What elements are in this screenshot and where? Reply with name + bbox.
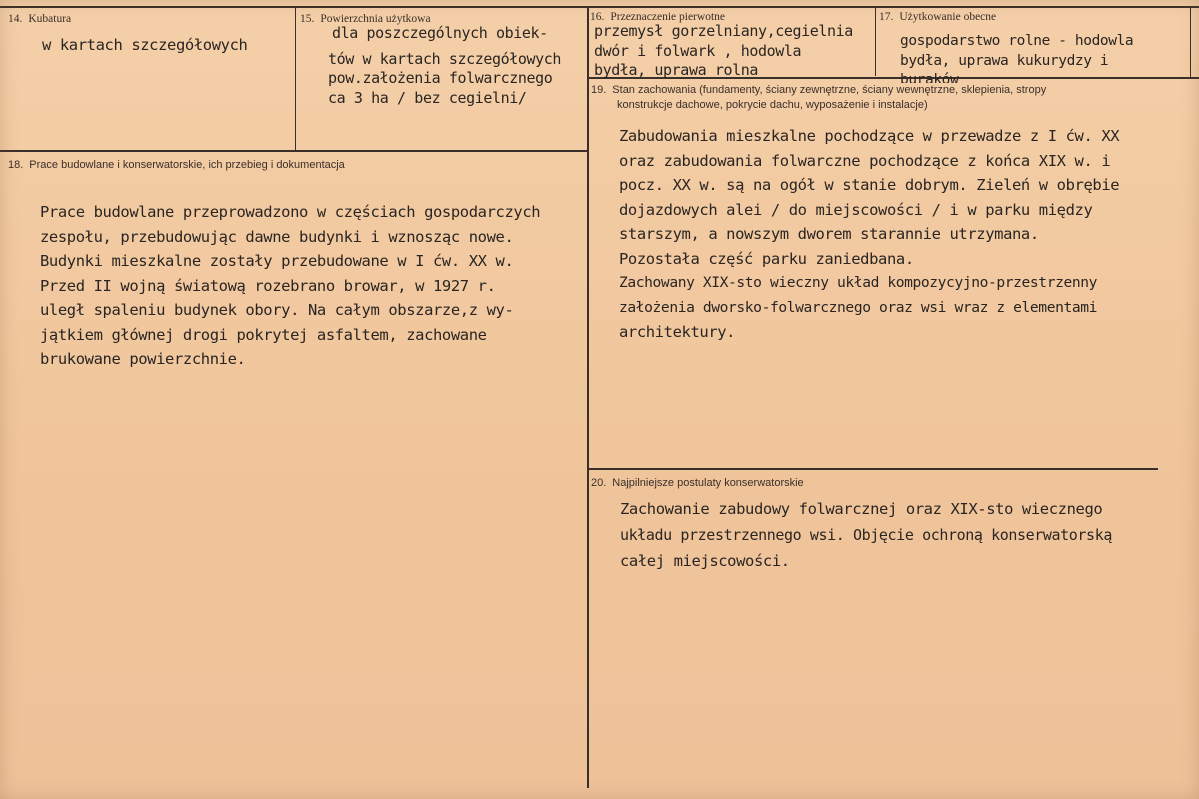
field-17-line: buraków [900, 72, 959, 83]
divider-14-15 [295, 6, 296, 150]
field-16-number: 16. [590, 11, 605, 23]
field-19-title: Stan zachowania (fundamenty, ściany zewnętrzne, ściany wewnętrzne, sklepienia, stropy [612, 84, 1047, 96]
field-19-label [591, 83, 1046, 97]
field-15-line: tów w kartach szczegółowych [328, 49, 562, 68]
field-19-line: Pozostała część parku zaniedbana. [619, 249, 914, 268]
field-15-value [328, 24, 561, 108]
field-16-value [594, 22, 853, 81]
field-19-line: Zachowany XIX-sto wieczny układ kompozycyjno-przestrzenny [619, 274, 1098, 291]
field-15-line: pow.założenia folwarcznego [328, 69, 553, 87]
field-20-line: Zachowanie zabudowy folwarcznej oraz XIX-sto wiecznego [620, 500, 1103, 518]
field-17-value [900, 32, 1133, 83]
field-19-line: oraz zabudowania folwarczne pochodzące z końca XIX w. i [619, 151, 1111, 170]
field-18-line: brukowane powierzchnie. [40, 350, 246, 368]
rule-above-20 [588, 468, 1158, 470]
field-17-number: 17. [879, 11, 894, 23]
field-19-label-continued [617, 98, 928, 112]
field-20-value [620, 496, 1112, 574]
field-14-number: 14. [8, 13, 23, 25]
field-19-line: Zabudowania mieszkalne pochodzące w przewadze z I ćw. XX [619, 127, 1120, 145]
field-17-line: gospodarstwo rolne - hodowla [900, 33, 1134, 49]
field-18-line: uległ spaleniu budynek obory. Na całym obszarze,z wy- [40, 301, 514, 319]
field-16-line: przemysł gorzelniany,cegielnia [594, 22, 853, 40]
field-18-line: Budynki mieszkalne zostały przebudowane w I ćw. XX w. [40, 252, 514, 270]
field-18-line: zespołu, przebudowując dawne budynki i wznosząc nowe. [40, 227, 514, 246]
field-14-label [8, 12, 71, 26]
field-14-value [42, 32, 247, 58]
field-17-line: bydła, uprawa kukurydzy i [900, 52, 1109, 69]
field-19-value [619, 124, 1119, 345]
rule-below-row1-left [0, 150, 588, 152]
field-19-line: założenia dworsko-folwarcznego oraz wsi wraz z elementami [619, 298, 1098, 316]
field-19-title-line2: konstrukcje dachowe, pokrycie dachu, wyposażenie i instalacje) [617, 99, 928, 111]
main-vertical-divider [587, 6, 589, 788]
field-15-line: ca 3 ha / bez cegielni/ [328, 88, 527, 107]
field-16-line: dwór i folwark , hodowla [594, 41, 802, 60]
field-18-line: Przed II wojną światową rozebrano browar, w 1927 r. [40, 276, 496, 295]
field-18-value [40, 200, 540, 372]
field-19-line: pocz. XX w. są na ogół w stanie dobrym. Zieleń w obrębie [619, 176, 1120, 194]
field-18-label [8, 158, 345, 172]
field-20-title: Najpilniejsze postulaty konserwatorskie [612, 477, 804, 489]
field-18-number: 18. [8, 159, 24, 171]
field-19-number: 19. [591, 84, 607, 96]
field-15-number: 15. [300, 13, 315, 25]
field-18-line: jątkiem głównej drogi pokrytej asfaltem, zachowane [40, 325, 487, 344]
field-19-line: dojazdowych alei / do miejscowości / i w parku między [619, 200, 1093, 219]
field-18-line: Prace budowlane przeprowadzono w częściach gospodarczych [40, 203, 541, 221]
field-17-title: Użytkowanie obecne [899, 11, 997, 23]
field-18-title: Prace budowlane i konserwatorskie, ich przebieg i dokumentacja [29, 159, 345, 171]
field-15-title: Powierzchnia użytkowa [320, 13, 431, 25]
field-16-line: bydła, uprawa rolna [594, 61, 758, 79]
top-rule [0, 6, 1199, 8]
field-19-line: starszym, a nowszym dworem starannie utrzymana. [619, 225, 1039, 243]
field-15-line: dla poszczególnych obiek- [332, 24, 548, 42]
right-edge-rule [1190, 6, 1191, 77]
field-14-line: w kartach szczegółowych [42, 36, 248, 54]
field-20-line: układu przestrzennego wsi. Objęcie ochroną konserwatorską [620, 526, 1112, 544]
field-16-title: Przeznaczenie pierwotne [610, 11, 725, 23]
field-17-label [879, 10, 996, 24]
field-14-title: Kubatura [28, 13, 72, 25]
field-20-line: całej miejscowości. [620, 552, 790, 570]
field-19-line: architektury. [619, 323, 736, 341]
field-20-number: 20. [591, 477, 607, 489]
divider-16-17 [875, 6, 876, 76]
field-20-label [591, 476, 804, 490]
